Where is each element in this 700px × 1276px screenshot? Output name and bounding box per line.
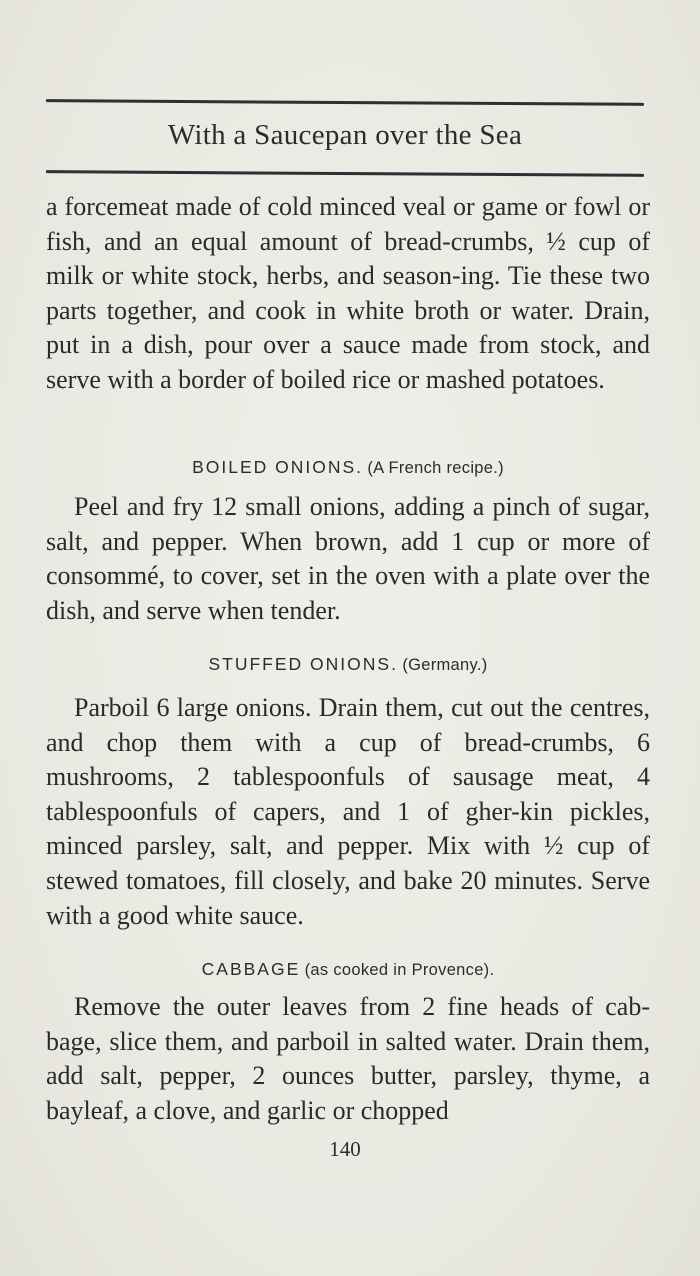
recipe-title: STUFFED ONIONS. xyxy=(208,654,398,674)
recipe-text-stuffed-onions xyxy=(46,691,650,933)
page-number: 140 xyxy=(329,1137,361,1161)
running-head: With a Saucepan over the Sea xyxy=(167,119,523,151)
continuation-paragraph: a forcemeat made of cold minced veal or game or fowl or fish, and an equal amount of bread-crumbs, ½ cup of milk or white stock, herbs, and season-ing. Tie these two parts together, and cook in white broth or water. Drain, put in a dish, pour over a sauce made from stock, and serve with a border of boiled rice or mashed potatoes. xyxy=(46,192,650,394)
recipe-heading-stuffed-onions xyxy=(46,654,650,675)
recipe-body: Remove the outer leaves from 2 fine heads of cab-bage, slice them, and parboil in salted water. Drain them, add salt, pepper, 2 ounces butter, parsley, thyme, a bayleaf, a clove, and garlic or chopped xyxy=(46,992,650,1125)
recipe-title: CABBAGE xyxy=(201,959,301,979)
recipe-text-cabbage xyxy=(46,990,650,1128)
header-rule-bottom xyxy=(46,170,644,177)
recipe-body: Peel and fry 12 small onions, adding a pinch of sugar, salt, and pepper. When brown, add 1 cup or more of consommé, to cover, set in the oven with a plate over the dish, and serve when tender. xyxy=(46,492,650,625)
recipe-note: (A French recipe.) xyxy=(367,459,504,477)
recipe-note: (as cooked in Provence). xyxy=(304,961,495,979)
recipe-note: (Germany.) xyxy=(402,656,488,674)
recipe-text-boiled-onions xyxy=(46,490,650,628)
recipe-title: BOILED ONIONS. xyxy=(192,457,364,477)
recipe-body: Parboil 6 large onions. Drain them, cut out the centres, and chop them with a cup of bread-crumbs, 6 mushrooms, 2 tablespoonfuls of sausage meat, 4 tablespoonfuls of capers, and 1 of gher-kin pickles, minced parsley, salt, and pepper. Mix with ½ cup of stewed tomatoes, fill closely, and bake 20 minutes. Serve with a good white sauce. xyxy=(46,693,650,930)
recipe-heading-boiled-onions xyxy=(46,457,650,478)
header-rule-top xyxy=(46,99,644,106)
recipe-heading-cabbage xyxy=(46,959,650,980)
